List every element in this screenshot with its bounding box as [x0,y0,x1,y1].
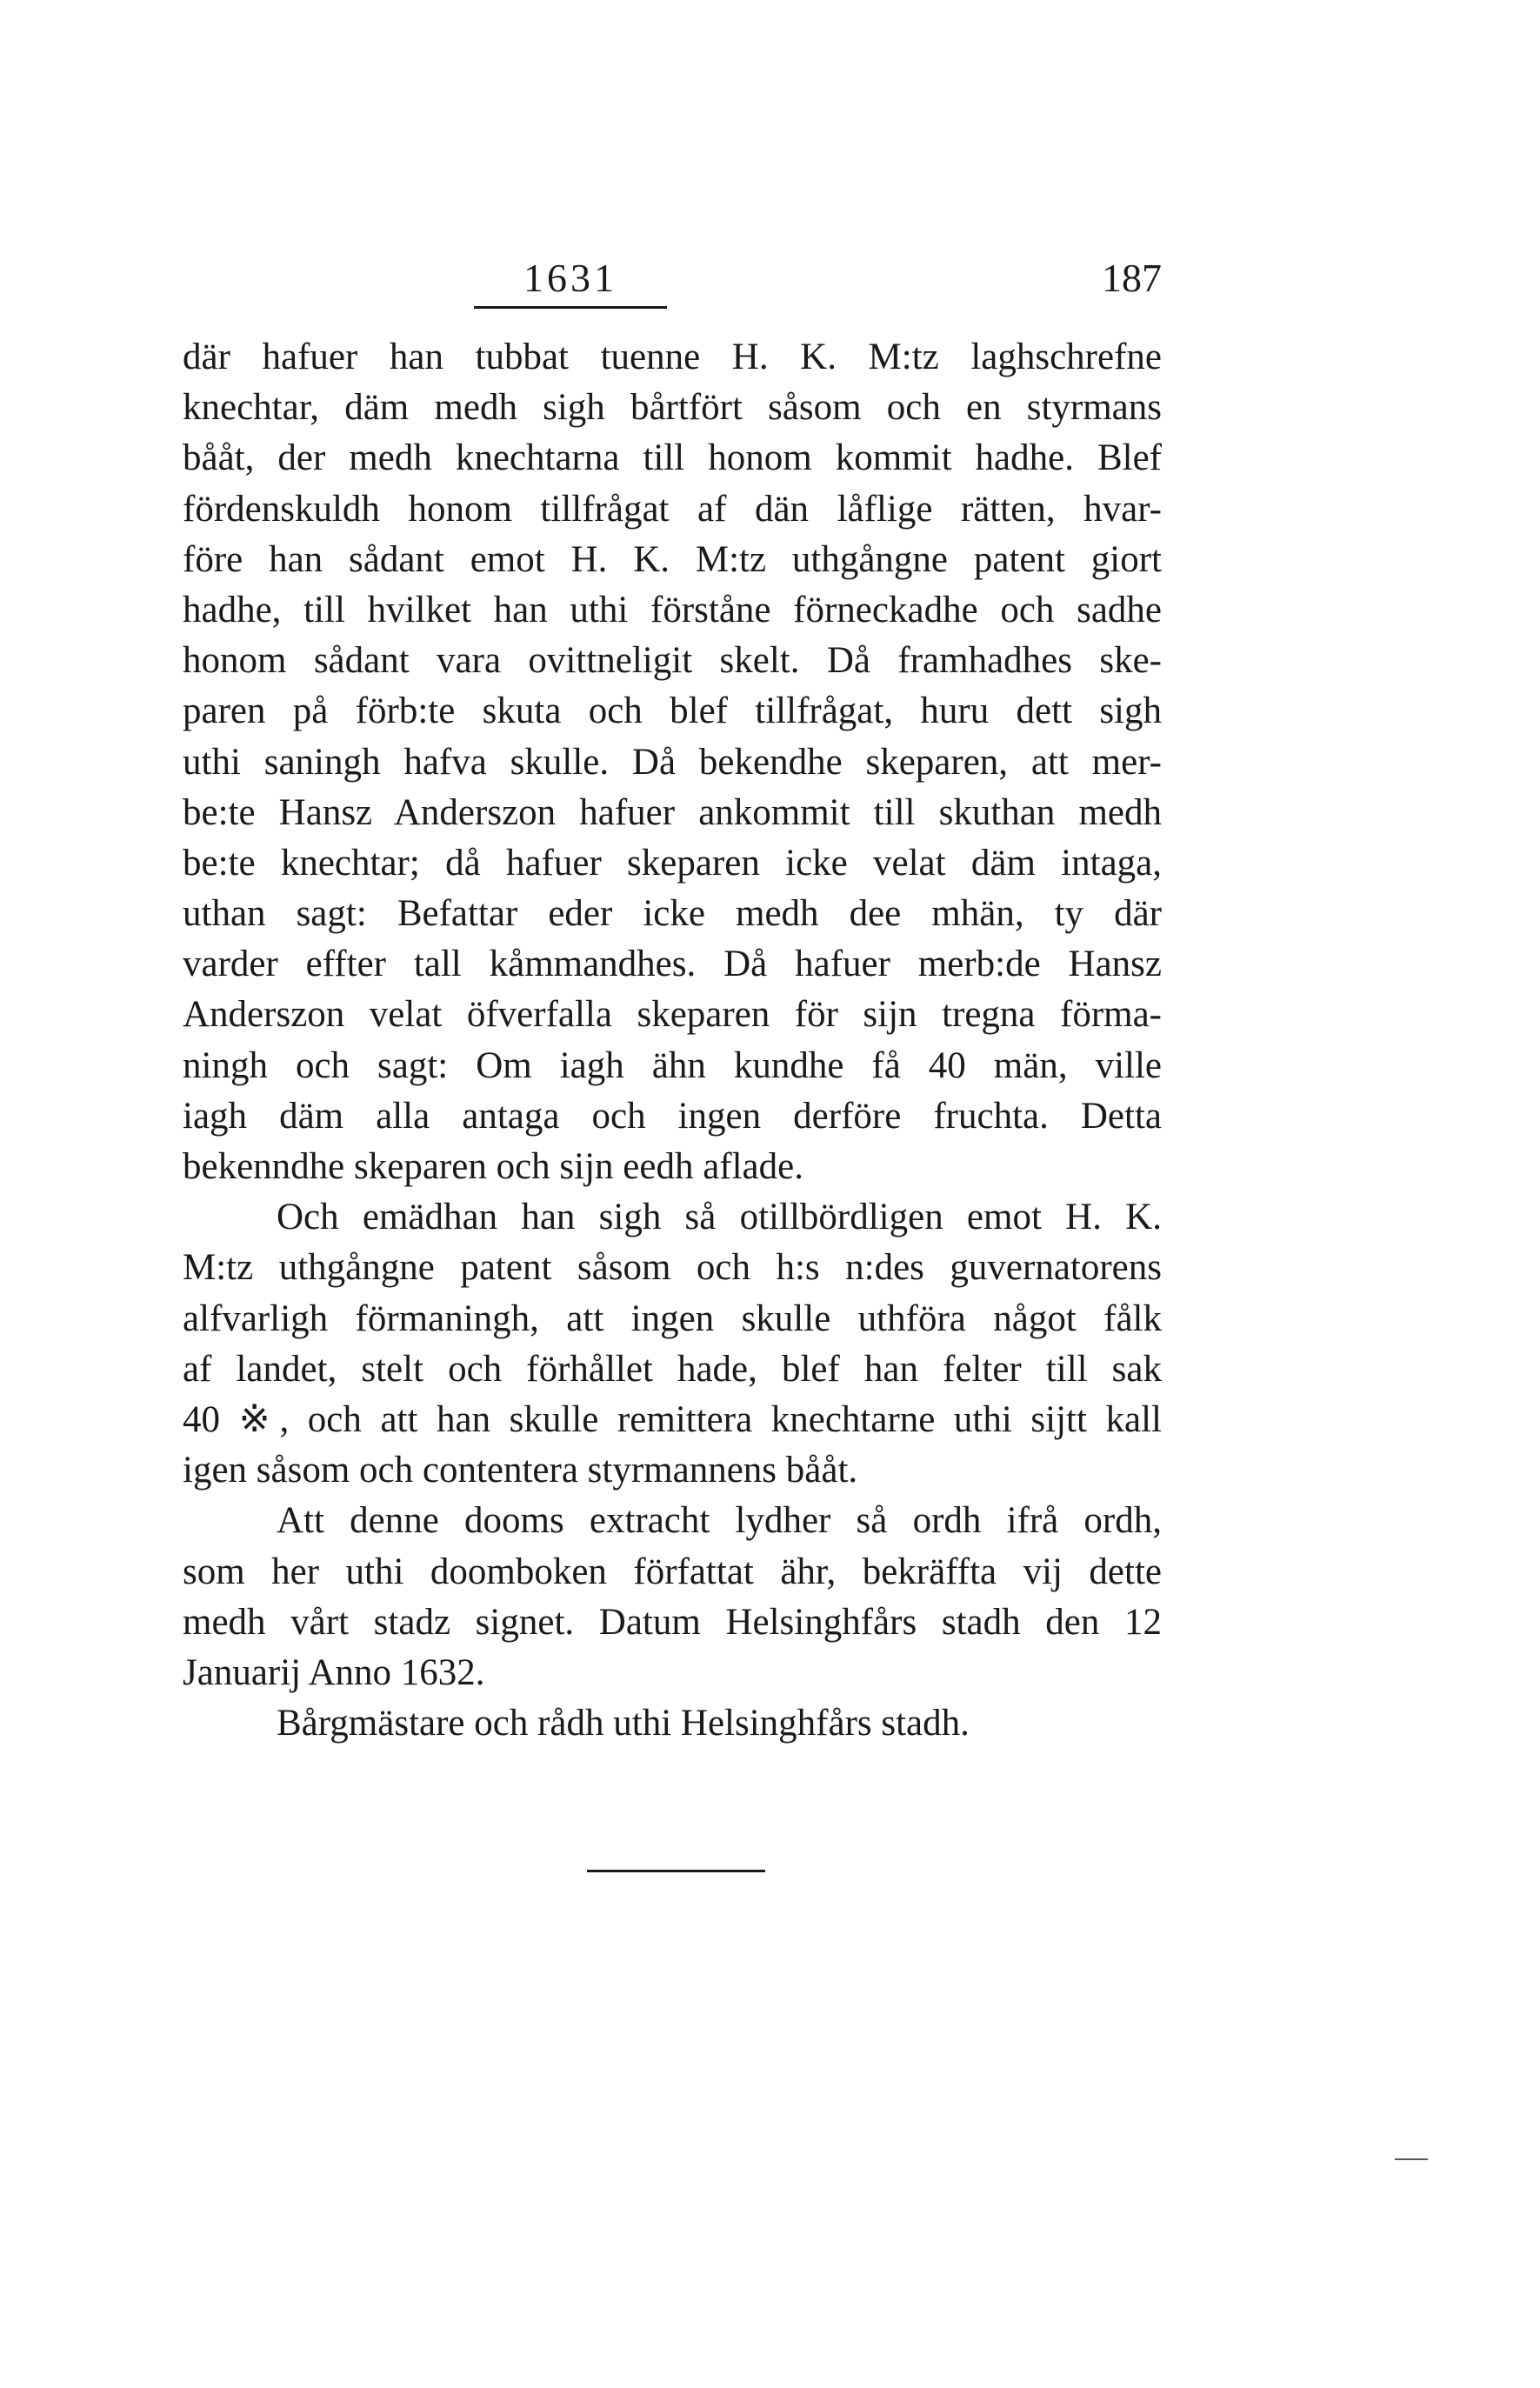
text-line: fördenskuldh honom tillfrågat af dän låflige rätten, hvar- [183,488,1162,530]
paragraph [183,332,1162,1192]
text-line: be:te knechtar; då hafuer skeparen icke velat däm intaga, [183,842,1162,884]
text-line: Januarij Anno 1632. [183,1651,485,1693]
text-line: Anderszon velat öfverfalla skeparen för sijn tregna förma- [183,994,1162,1036]
page-number: 187 [1102,256,1162,300]
text-line: Och emädhan han sigh så otillbördligen emot H. K. [277,1197,1162,1238]
running-head-underline [474,306,667,309]
text-line: ningh och sagt: Om iagh ähn kundhe få 40 män, ville [183,1044,1162,1086]
text-line: igen såsom och contentera styrmannens bååt. [183,1450,858,1491]
body-text [183,332,1162,1749]
margin-mark [1395,2158,1428,2160]
page-header [183,254,1162,303]
text-line: be:te Hansz Anderszon hafuer ankommit till skuthan medh [183,791,1162,833]
text-line: af landet, stelt och förhållet hade, blef han felter till sak [183,1348,1162,1390]
text-line: bååt, der medh knechtarna till honom kommit hadhe. Blef [183,437,1162,479]
text-line: som her uthi doomboken författat ähr, bekräffta vij dette [183,1551,1162,1592]
paragraph [183,1192,1162,1496]
paragraph [183,1698,1162,1749]
text-line: alfvarligh förmaningh, att ingen skulle uthföra något fålk [183,1297,1162,1339]
text-line: uthi saningh hafva skulle. Då bekendhe skeparen, att mer- [183,741,1162,783]
text-line: iagh däm alla antaga och ingen derföre fruchta. Detta [183,1095,1162,1137]
section-end-rule [587,1870,765,1872]
text-line: varder effter tall kåmmandhes. Då hafuer merb:de Hansz [183,944,1162,985]
text-line: där hafuer han tubbat tuenne H. K. M:tz laghschrefne [183,337,1162,377]
text-line: bekenndhe skeparen och sijn eedh aflade. [183,1146,803,1187]
text-line: 40 ※, och att han skulle remittera knechtarne uthi sijtt kall [183,1398,1162,1440]
text-line: uthan sagt: Befattar eder icke medh dee mhän, ty där [183,893,1162,935]
text-line: honom sådant vara ovittneligit skelt. Då framhadhes ske- [183,640,1162,682]
text-line: medh vårt stadz signet. Datum Helsinghfårs stadh den 12 [183,1601,1162,1643]
paragraph [183,1496,1162,1698]
text-line: M:tz uthgångne patent såsom och h:s n:des guvernatorens [183,1247,1162,1289]
text-line: hadhe, till hvilket han uthi förståne förneckadhe och sadhe [183,589,1162,630]
text-line: paren på förb:te skuta och blef tillfrågat, huru dett sigh [183,690,1162,732]
running-head-year: 1631 [523,256,617,300]
text-line: före han sådant emot H. K. M:tz uthgångne patent giort [183,538,1162,580]
text-line: Bårgmästare och rådh uthi Helsinghfårs stadh. [277,1703,970,1744]
text-line: knechtar, däm medh sigh bårtfört såsom och en styrmans [183,387,1162,429]
text-line: Att denne dooms extracht lydher så ordh ifrå ordh, [277,1500,1162,1542]
